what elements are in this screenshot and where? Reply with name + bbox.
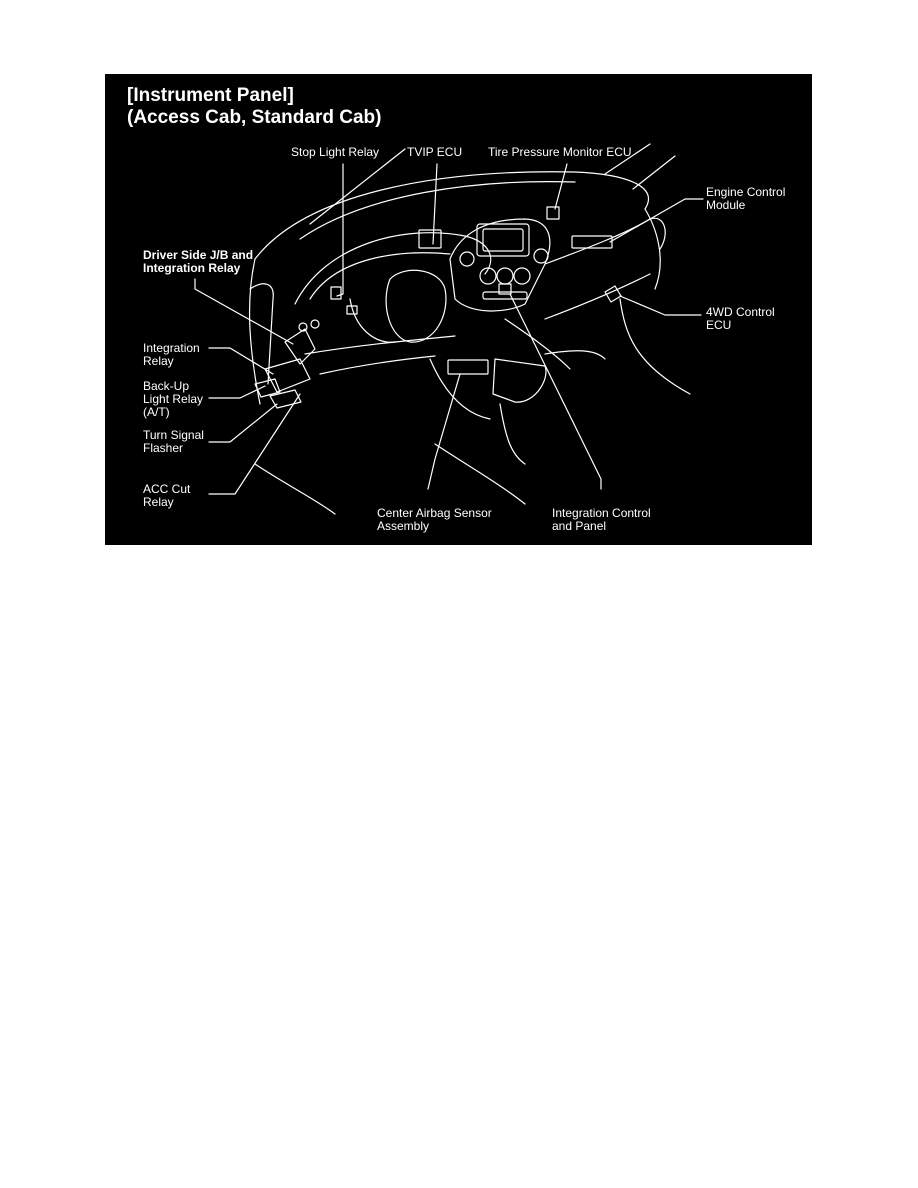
center-stack-outline <box>450 219 550 311</box>
leader-tvip <box>433 164 437 244</box>
vent-left <box>460 252 474 266</box>
leader-integration-relay <box>209 348 273 374</box>
center-airbag-unit <box>448 360 488 374</box>
leader-airbag <box>428 374 460 489</box>
label-integration-relay: Integration Relay <box>143 341 200 368</box>
label-stop-light-relay: Stop Light Relay <box>291 145 380 159</box>
label-back-up-light-relay: Back-Up Light Relay (A/T) <box>143 379 204 419</box>
leader-integration-control <box>510 294 601 489</box>
control-strip <box>483 292 527 299</box>
label-center-airbag-sensor: Center Airbag Sensor Assembly <box>377 506 492 533</box>
leader-driver-jb <box>195 279 293 344</box>
steering-wheel <box>386 270 446 342</box>
relay-cluster <box>265 359 310 392</box>
glovebox-edge <box>545 274 650 319</box>
stop-light-relay-unit <box>331 287 341 299</box>
label-4wd-control-ecu: 4WD Control ECU <box>706 305 775 332</box>
instrument-panel-diagram <box>105 74 812 545</box>
center-display-inner <box>483 229 523 251</box>
label-integration-control-panel: Integration Control and Panel <box>552 506 651 533</box>
diagram-title: [Instrument Panel] <box>127 85 294 106</box>
leader-acc-cut <box>209 394 300 494</box>
leader-tire-pressure <box>555 164 567 209</box>
hvac-knob-right <box>514 268 530 284</box>
label-engine-control-module: Engine Control Module <box>706 185 786 212</box>
leader-turn-signal <box>209 404 277 442</box>
passenger-dash <box>545 218 665 264</box>
console-left <box>430 359 490 419</box>
lower-dash <box>305 336 455 354</box>
label-tvip-ecu: TVIP ECU <box>407 145 463 159</box>
windshield-line-3 <box>633 156 675 189</box>
dash-top-outline <box>255 172 649 259</box>
diagram-subtitle: (Access Cab, Standard Cab) <box>127 107 382 128</box>
windshield-line-1 <box>310 149 405 224</box>
label-tire-pressure-monitor-ecu: Tire Pressure Monitor ECU <box>488 145 632 159</box>
lower-left-curve <box>255 464 335 514</box>
switch-2 <box>311 320 319 328</box>
leader-4wd <box>620 296 701 315</box>
label-turn-signal-flasher: Turn Signal Flasher <box>143 428 204 455</box>
floor-line <box>435 444 525 504</box>
cluster-hood <box>295 233 491 304</box>
tire-pressure-ecu-unit <box>547 207 559 219</box>
label-acc-cut-relay: ACC Cut Relay <box>143 482 191 509</box>
passenger-side-panel <box>620 299 690 394</box>
console-bin <box>493 359 546 402</box>
vent-right <box>534 249 548 263</box>
dash-left-side <box>250 259 260 404</box>
label-driver-side-jb: Driver Side J/B and Integration Relay <box>143 248 254 275</box>
console-lower <box>500 404 525 464</box>
knee-panel <box>320 356 435 374</box>
hvac-knob-center <box>497 268 513 284</box>
leader-stop-light <box>337 164 343 296</box>
